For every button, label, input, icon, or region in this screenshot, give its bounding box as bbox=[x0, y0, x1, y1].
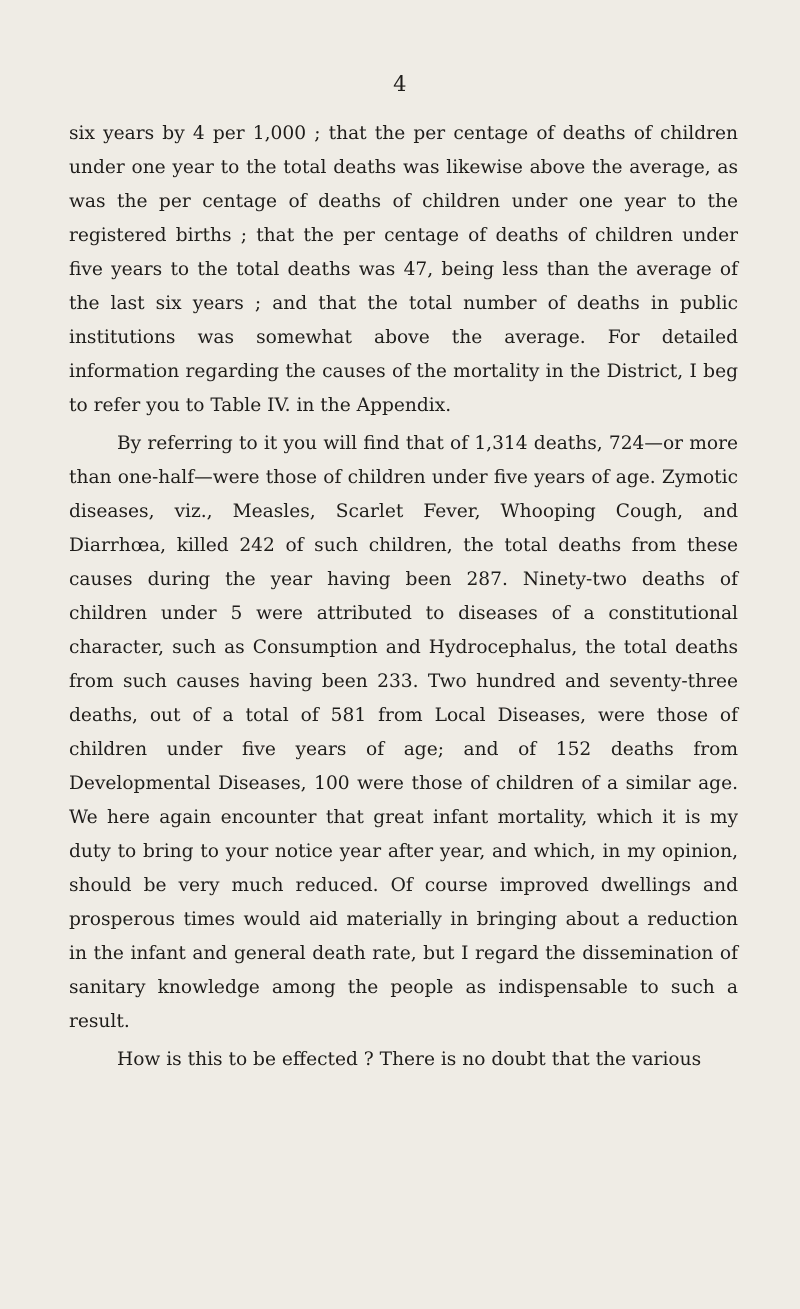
body-text bbox=[69, 117, 738, 1077]
paragraph-1: six years by 4 per 1,000 ; that the per centage of deaths of children under one year to the total deaths was likewise above the average, as was the per centage of deaths of children under one year to the registered births ; that the per centage of deaths of children under five years to the total deaths was 47, being less than the average of the last six years ; and that the total number of deaths in public institutions was somewhat above the average. For detailed information regarding the causes of the mortality in the District, I beg to refer you to Table IV. in the Appendix. bbox=[69, 123, 738, 416]
paragraph-3: How is this to be effected ? There is no doubt that the various bbox=[117, 1049, 702, 1070]
paragraph-2: By referring to it you will find that of 1,314 deaths, 724—or more than one-half—were those of children under five years of age. Zymotic diseases, viz., Measles, Scarlet Fever, Whooping Cough, and Diarrhœa, killed 242 of such children, the total deaths from these causes during the year having been 287. Ninety-two deaths of children under 5 were attributed to diseases of a constitutional character, such as Consumption and Hydrocephalus, the total deaths from such causes having been 233. Two hundred and seventy-three deaths, out of a total of 581 from Local Diseases, were those of children under five years of age; and of 152 deaths from Developmental Diseases, 100 were those of children of a similar age. We here again encounter that great infant mortality, which it is my duty to bring to your notice year after year, and which, in my opinion, should be very much reduced. Of course improved dwellings and prosperous times would aid materially in bringing about a reduction in the infant and general death rate, but I regard the dissemination of sanitary knowledge among the people as indispensable to such a result. bbox=[69, 433, 738, 1032]
page-number: 4 bbox=[393, 72, 407, 96]
